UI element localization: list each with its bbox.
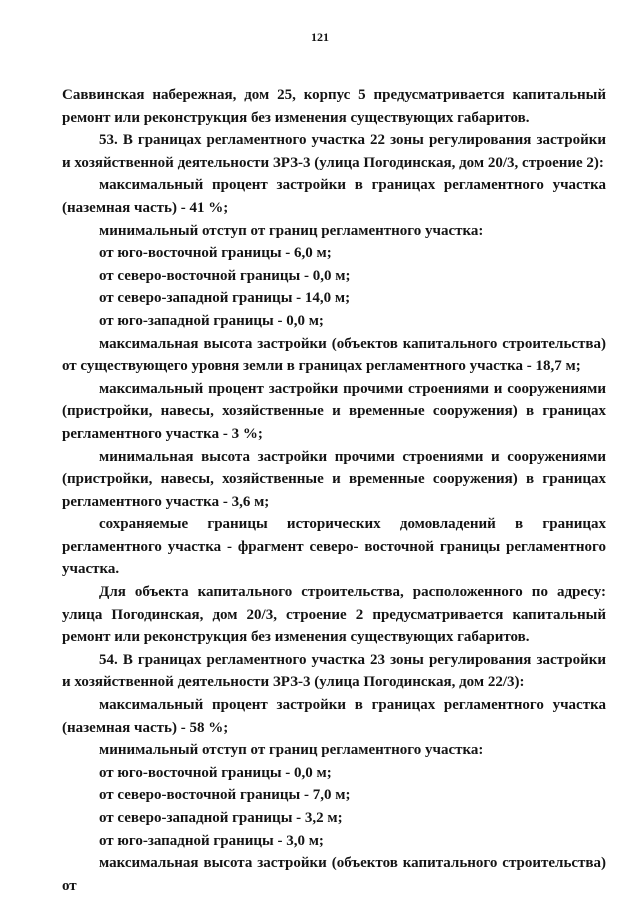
paragraph: максимальная высота застройки (объектов капитального строительства) от <box>62 855 606 894</box>
paragraph: от юго-западной границы - 3,0 м; <box>99 832 324 849</box>
paragraph: Саввинская набережная, дом 25, корпус 5 предусматривается капитальный ремонт или реконструкция без изменения существующих габаритов. <box>62 87 606 126</box>
paragraph: от северо-восточной границы - 7,0 м; <box>99 787 351 804</box>
paragraph: максимальный процент застройки в границах регламентного участка (наземная часть) - 41 %; <box>62 177 606 216</box>
paragraph: Для объекта капитального строительства, расположенного по адресу: улица Погодинская, дом 20/3, строение 2 предусматривается капитальный ремонт или реконструкция без изменения существующих габаритов. <box>62 584 606 646</box>
paragraph: минимальный отступ от границ регламентного участка: <box>99 742 484 759</box>
paragraph: от северо-западной границы - 14,0 м; <box>99 290 351 307</box>
paragraph: 54. В границах регламентного участка 23 зоны регулирования застройки и хозяйственной деятельности ЗРЗ-3 (улица Погодинская, дом 22/3): <box>62 651 606 691</box>
paragraph: от северо-западной границы - 3,2 м; <box>99 810 343 826</box>
page-number: 121 <box>311 30 329 44</box>
paragraph: минимальный отступ от границ регламентного участка: <box>99 222 484 239</box>
paragraph: от юго-восточной границы - 6,0 м; <box>99 245 332 262</box>
paragraph: от юго-восточной границы - 0,0 м; <box>99 764 332 781</box>
paragraph: максимальный процент застройки прочими строениями и сооружениями (пристройки, навесы, хозяйственные и временные сооружения) в границах регламентного участка - 3 %; <box>62 380 606 442</box>
paragraph: от юго-западной границы - 0,0 м; <box>99 312 324 329</box>
paragraph: 53. В границах регламентного участка 22 зоны регулирования застройки и хозяйственной деятельности ЗРЗ-3 (улица Погодинская, дом 20/3, строение 2): <box>62 132 606 171</box>
paragraph: максимальный процент застройки в границах регламентного участка (наземная часть) - 58 %; <box>62 697 606 736</box>
paragraph: максимальная высота застройки (объектов капитального строительства) от существующего уровня земли в границах регламентного участка - 18,7 м; <box>62 335 606 375</box>
document-body <box>62 84 606 897</box>
paragraph: сохраняемые границы исторических домовладений в границах регламентного участка - фрагмент северо- восточной границы регламентного участка. <box>62 516 606 578</box>
paragraph: от северо-восточной границы - 0,0 м; <box>99 267 351 284</box>
paragraph: минимальная высота застройки прочими строениями и сооружениями (пристройки, навесы, хозяйственные и временные сооружения) в границах регламентного участка - 3,6 м; <box>62 448 606 510</box>
